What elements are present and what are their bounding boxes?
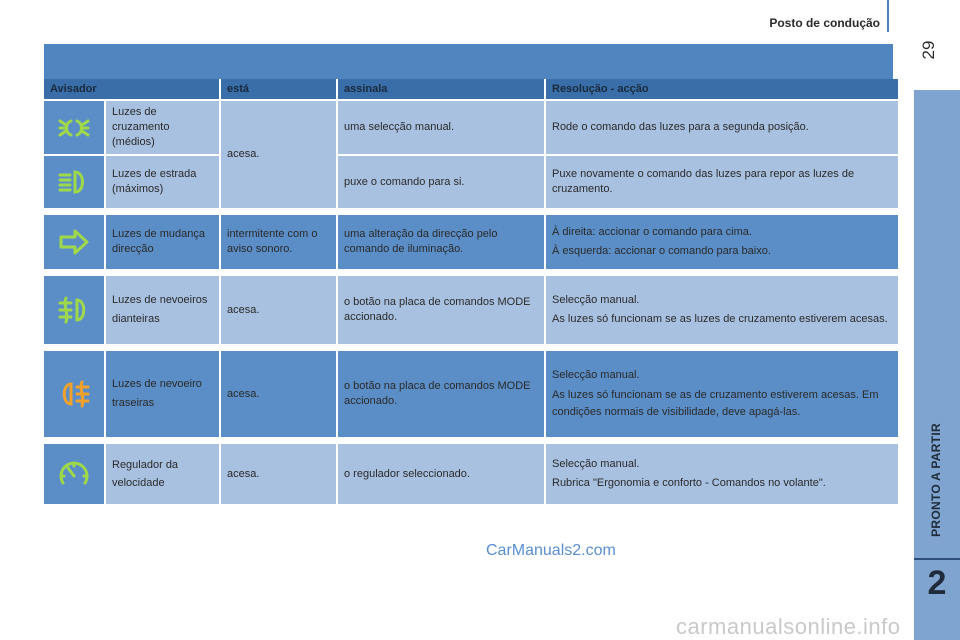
column-header-esta: está [221,79,336,99]
column-header-resolucao: Resolução - acção [546,79,898,99]
page-title: Posto de condução [769,16,880,30]
header-rule [887,0,889,32]
table-row-name: Luzes de mudança direcção [106,215,219,269]
table-row-name: Luzes de cruzamento (médios) [106,101,219,154]
resolucao-line: Selecção manual. [552,458,640,470]
page-number: 29 [919,40,938,60]
table-row-resolucao: Rode o comando das luzes para a segunda posição. [546,101,898,154]
table-row-estado: acesa. [221,276,336,344]
table-row-name: Luzes de estrada (máximos) [106,156,219,208]
table-row-estado: acesa. [221,444,336,504]
rear-fog-icon [57,379,91,409]
table-row-estado: intermitente com o aviso sonoro. [221,215,336,269]
table-row-estado: acesa. [221,101,336,208]
resolucao-line: As luzes só funcionam se as de cruzamento estiverem acesas. Em condições normais de visibilidade, deve apagá-las. [552,389,879,418]
table-row-resolucao [546,276,898,344]
front-fog-icon [57,295,91,325]
table-row-icon [44,276,104,344]
table-row-name: Luzes de nevoeiro traseiras [106,351,219,437]
table-row-resolucao [546,215,898,269]
resolucao-line: Rubrica "Ergonomia e conforto - Comandos no volante". [552,477,826,489]
row-spacer [44,439,898,442]
brand-link[interactable]: CarManuals2.com [486,542,616,559]
table-row-icon [44,444,104,504]
resolucao-line: À direita: accionar o comando para cima. [552,226,752,238]
row-spacer [44,271,898,274]
chapter-divider [914,558,960,560]
resolucao-line: Selecção manual. [552,369,640,381]
table-row-assinala: o regulador seleccionado. [338,444,544,504]
table-row-icon [44,156,104,208]
table-row-assinala: o botão na placa de comandos MODE accionado. [338,351,544,437]
direction-indicator-icon [57,227,91,257]
watermark: carmanualsonline.info [676,614,901,639]
table-row-estado: acesa. [221,351,336,437]
table-grid [44,79,893,504]
table-row-icon [44,351,104,437]
table-row-icon [44,215,104,269]
chapter-number: 2 [927,564,947,602]
table-title-bar [44,44,893,79]
row-spacer [44,210,898,213]
warning-lights-table [44,44,893,504]
table-row-resolucao: Puxe novamente o comando das luzes para repor as luzes de cruzamento. [546,156,898,208]
row-spacer [44,346,898,349]
table-row-resolucao [546,351,898,437]
speed-limiter-icon [57,459,91,489]
table-row-assinala: uma selecção manual. [338,101,544,154]
resolucao-line: Selecção manual. [552,294,640,306]
table-row-name: Regulador da velocidade [106,444,219,504]
table-row-assinala: puxe o comando para si. [338,156,544,208]
table-row-icon [44,101,104,154]
table-row-assinala: uma alteração da direcção pelo comando de iluminação. [338,215,544,269]
column-header-avisador: Avisador [44,79,219,99]
resolucao-line: As luzes só funcionam se as luzes de cruzamento estiverem acesas. [552,313,888,325]
table-row-name: Luzes de nevoeiros dianteiras [106,276,219,344]
resolucao-line: À esquerda: accionar o comando para baixo. [552,245,771,257]
column-header-assinala: assinala [338,79,544,99]
main-beam-icon [57,167,91,197]
chapter-label: PRONTO A PARTIR [929,423,943,537]
table-row-resolucao [546,444,898,504]
dipped-beam-icon [57,113,91,143]
table-row-assinala: o botão na placa de comandos MODE accionado. [338,276,544,344]
